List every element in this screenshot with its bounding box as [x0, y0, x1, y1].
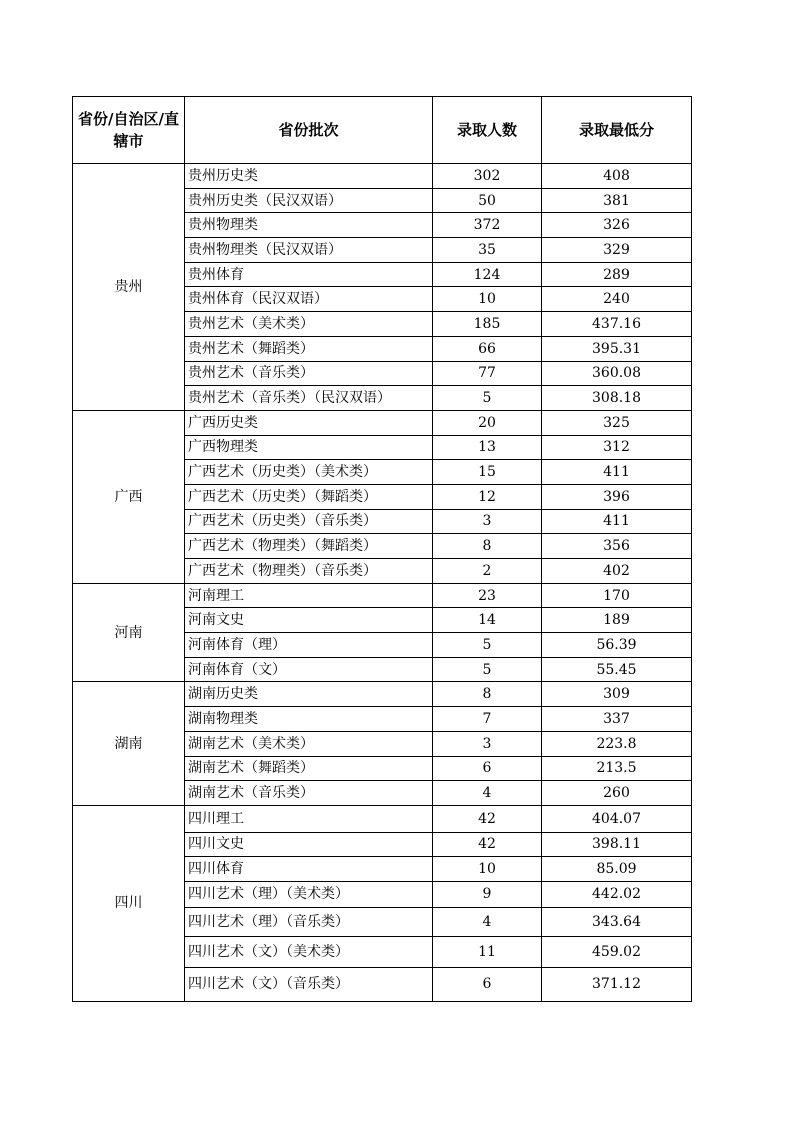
table-body [73, 164, 692, 1002]
batch-cell: 广西艺术（历史类）（美术类） [185, 460, 433, 485]
admitted-cell: 13 [433, 435, 542, 460]
batch-cell: 四川艺术（文）（音乐类） [185, 967, 433, 1001]
admitted-cell: 11 [433, 936, 542, 967]
batch-cell: 四川文史 [185, 832, 433, 856]
batch-cell: 广西历史类 [185, 410, 433, 435]
admitted-cell: 2 [433, 559, 542, 584]
batch-cell: 贵州艺术（音乐类） [185, 361, 433, 386]
min-score-cell: 213.5 [542, 756, 692, 781]
batch-cell: 湖南历史类 [185, 682, 433, 707]
batch-cell: 河南体育（文） [185, 657, 433, 682]
min-score-cell: 189 [542, 608, 692, 633]
batch-cell: 四川理工 [185, 805, 433, 832]
header-min-score: 录取最低分 [542, 97, 692, 164]
province-cell: 贵州 [73, 164, 185, 411]
admitted-cell: 185 [433, 312, 542, 337]
province-cell: 四川 [73, 805, 185, 1001]
min-score-cell: 408 [542, 164, 692, 189]
table-header-row [73, 97, 692, 164]
batch-cell: 贵州历史类 [185, 164, 433, 189]
header-admitted: 录取人数 [433, 97, 542, 164]
min-score-cell: 381 [542, 188, 692, 213]
min-score-cell: 289 [542, 262, 692, 287]
batch-cell: 河南体育（理） [185, 633, 433, 658]
min-score-cell: 411 [542, 509, 692, 534]
admitted-cell: 10 [433, 287, 542, 312]
batch-cell: 四川体育 [185, 856, 433, 881]
admitted-cell: 8 [433, 534, 542, 559]
min-score-cell: 411 [542, 460, 692, 485]
min-score-cell: 329 [542, 238, 692, 263]
batch-cell: 广西艺术（历史类）（舞蹈类） [185, 484, 433, 509]
admitted-cell: 3 [433, 731, 542, 756]
admitted-cell: 42 [433, 832, 542, 856]
min-score-cell: 326 [542, 213, 692, 238]
header-batch: 省份批次 [185, 97, 433, 164]
min-score-cell: 325 [542, 410, 692, 435]
min-score-cell: 398.11 [542, 832, 692, 856]
min-score-cell: 395.31 [542, 336, 692, 361]
batch-cell: 广西艺术（历史类）（音乐类） [185, 509, 433, 534]
admission-table [72, 96, 692, 1002]
admitted-cell: 14 [433, 608, 542, 633]
admitted-cell: 4 [433, 781, 542, 806]
batch-cell: 贵州物理类（民汉双语） [185, 238, 433, 263]
admitted-cell: 20 [433, 410, 542, 435]
batch-cell: 广西艺术（物理类）（音乐类） [185, 559, 433, 584]
batch-cell: 湖南艺术（美术类） [185, 731, 433, 756]
admitted-cell: 66 [433, 336, 542, 361]
province-cell: 广西 [73, 410, 185, 583]
batch-cell: 贵州历史类（民汉双语） [185, 188, 433, 213]
batch-cell: 四川艺术（理）（音乐类） [185, 907, 433, 936]
admitted-cell: 8 [433, 682, 542, 707]
min-score-cell: 55.45 [542, 657, 692, 682]
admitted-cell: 5 [433, 386, 542, 411]
admitted-cell: 35 [433, 238, 542, 263]
admitted-cell: 12 [433, 484, 542, 509]
batch-cell: 湖南艺术（音乐类） [185, 781, 433, 806]
min-score-cell: 56.39 [542, 633, 692, 658]
min-score-cell: 85.09 [542, 856, 692, 881]
batch-cell: 贵州艺术（美术类） [185, 312, 433, 337]
min-score-cell: 402 [542, 559, 692, 584]
batch-cell: 贵州艺术（舞蹈类） [185, 336, 433, 361]
table-row [73, 410, 692, 435]
header-province: 省份/自治区/直辖市 [73, 97, 185, 164]
min-score-cell: 396 [542, 484, 692, 509]
admitted-cell: 3 [433, 509, 542, 534]
min-score-cell: 312 [542, 435, 692, 460]
province-cell: 湖南 [73, 682, 185, 805]
batch-cell: 四川艺术（文）（美术类） [185, 936, 433, 967]
batch-cell: 湖南物理类 [185, 707, 433, 732]
admitted-cell: 50 [433, 188, 542, 213]
min-score-cell: 260 [542, 781, 692, 806]
batch-cell: 广西艺术（物理类）（舞蹈类） [185, 534, 433, 559]
table-row [73, 805, 692, 832]
min-score-cell: 360.08 [542, 361, 692, 386]
min-score-cell: 240 [542, 287, 692, 312]
min-score-cell: 223.8 [542, 731, 692, 756]
min-score-cell: 404.07 [542, 805, 692, 832]
admitted-cell: 9 [433, 881, 542, 907]
min-score-cell: 356 [542, 534, 692, 559]
province-cell: 河南 [73, 583, 185, 682]
min-score-cell: 337 [542, 707, 692, 732]
admitted-cell: 124 [433, 262, 542, 287]
min-score-cell: 437.16 [542, 312, 692, 337]
min-score-cell: 371.12 [542, 967, 692, 1001]
batch-cell: 河南理工 [185, 583, 433, 608]
admitted-cell: 6 [433, 967, 542, 1001]
admitted-cell: 5 [433, 633, 542, 658]
admitted-cell: 23 [433, 583, 542, 608]
batch-cell: 湖南艺术（舞蹈类） [185, 756, 433, 781]
batch-cell: 贵州体育 [185, 262, 433, 287]
min-score-cell: 442.02 [542, 881, 692, 907]
admitted-cell: 372 [433, 213, 542, 238]
admitted-cell: 77 [433, 361, 542, 386]
batch-cell: 河南文史 [185, 608, 433, 633]
admitted-cell: 42 [433, 805, 542, 832]
table-row [73, 682, 692, 707]
min-score-cell: 308.18 [542, 386, 692, 411]
admitted-cell: 15 [433, 460, 542, 485]
table-row [73, 583, 692, 608]
min-score-cell: 309 [542, 682, 692, 707]
min-score-cell: 170 [542, 583, 692, 608]
table-row [73, 164, 692, 189]
batch-cell: 四川艺术（理）（美术类） [185, 881, 433, 907]
min-score-cell: 459.02 [542, 936, 692, 967]
admitted-cell: 10 [433, 856, 542, 881]
batch-cell: 贵州物理类 [185, 213, 433, 238]
admitted-cell: 6 [433, 756, 542, 781]
batch-cell: 广西物理类 [185, 435, 433, 460]
batch-cell: 贵州艺术（音乐类）（民汉双语） [185, 386, 433, 411]
min-score-cell: 343.64 [542, 907, 692, 936]
admitted-cell: 7 [433, 707, 542, 732]
batch-cell: 贵州体育（民汉双语） [185, 287, 433, 312]
admitted-cell: 302 [433, 164, 542, 189]
admitted-cell: 4 [433, 907, 542, 936]
admitted-cell: 5 [433, 657, 542, 682]
